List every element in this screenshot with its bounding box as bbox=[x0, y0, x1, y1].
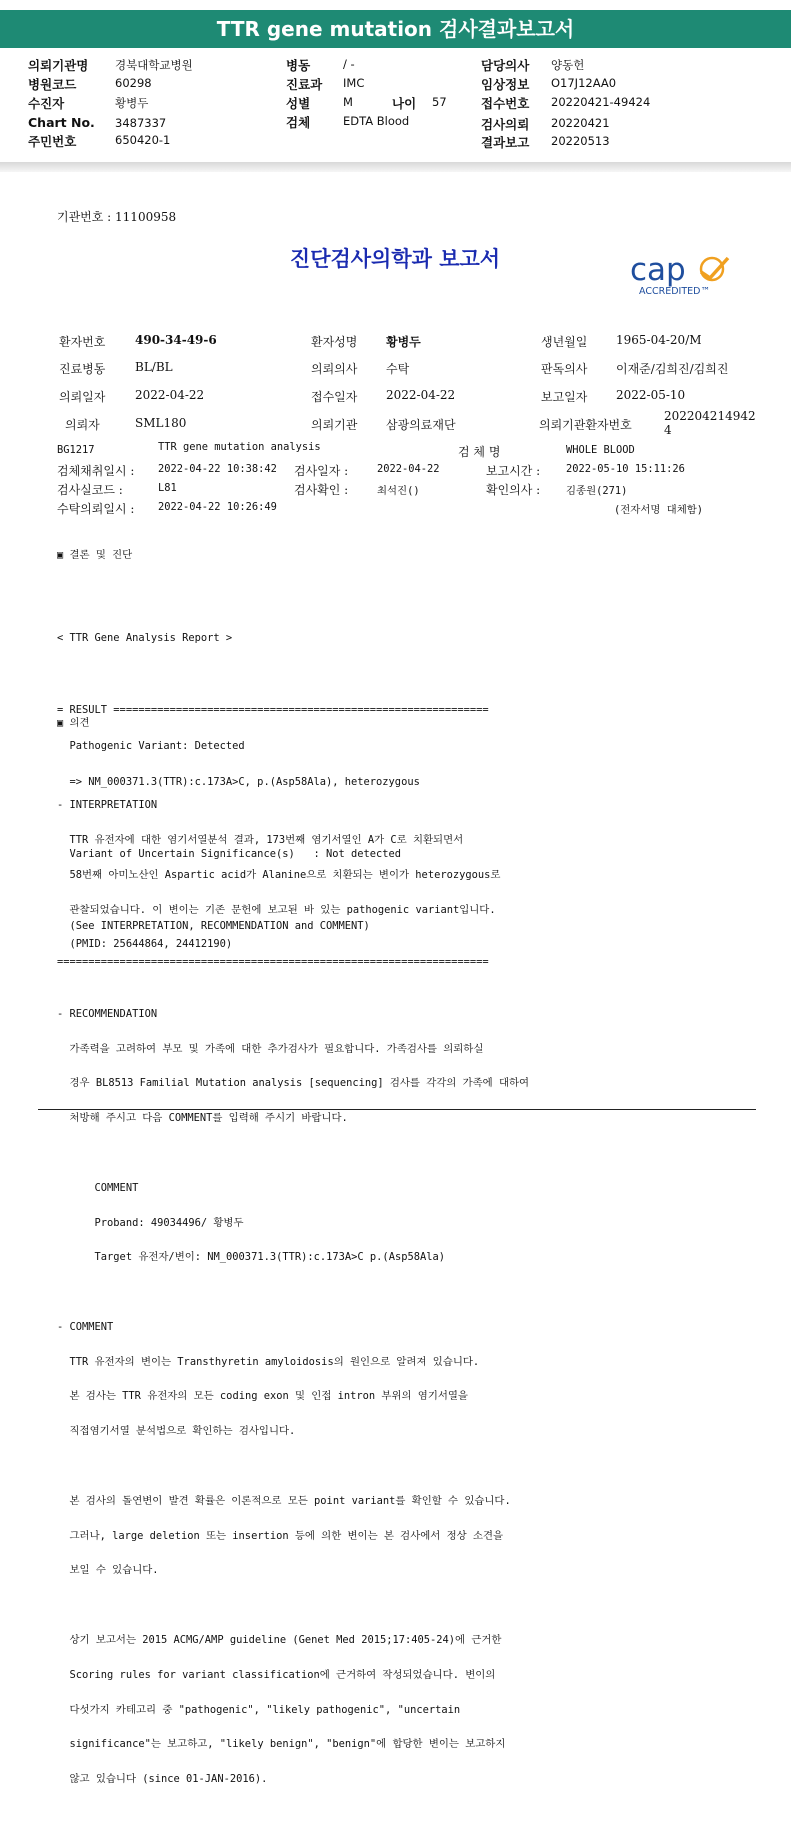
patient-value: 202204214942 bbox=[664, 409, 756, 423]
header-label: 수진자 bbox=[28, 96, 65, 111]
header-label: 의뢰기관명 bbox=[28, 58, 89, 73]
header-value: 60298 bbox=[115, 76, 152, 90]
report-time-value: 2022-05-10 15:11:26 bbox=[566, 463, 685, 475]
patient-value: 이재준/김희진/김희진 bbox=[616, 362, 729, 376]
conclusion-line: ===================================================================== bbox=[57, 956, 489, 968]
patient-value: 2022-05-10 bbox=[616, 388, 686, 402]
header-label: 병동 bbox=[286, 58, 311, 73]
test-date-value: 2022-04-22 bbox=[377, 463, 440, 475]
confirm-doc-label: 확인의사 : bbox=[486, 483, 541, 497]
opinion-line: 그러나, large deletion 또는 insertion 등에 의한 변이는 본 검사에서 정상 소견을 bbox=[57, 1529, 504, 1542]
opinion-line: Proband: 49034496/ 황병두 bbox=[57, 1216, 244, 1229]
opinion-line: significance"는 보고하고, "likely benign", "benign"에 합당한 변이는 보고하지 bbox=[57, 1738, 506, 1751]
opinion-line: TTR 유전자에 대한 염기서열분석 결과, 173번째 염기서열인 A가 C로 치환되면서 bbox=[57, 833, 464, 846]
room-value: L81 bbox=[158, 482, 177, 494]
e-signature-note: (전자서명 대체함) bbox=[614, 504, 704, 516]
department-report-title: 진단검사의학과 보고서 bbox=[289, 246, 501, 271]
header-value: 57 bbox=[432, 95, 447, 109]
patient-value: 수탁 bbox=[386, 362, 410, 376]
patient-label: 의뢰기관환자번호 bbox=[539, 418, 632, 432]
header-label: 접수번호 bbox=[481, 96, 530, 111]
patient-value: 삼광의료재단 bbox=[386, 418, 456, 432]
opinion-line: 58번째 아미노산인 Aspartic acid가 Alanine으로 치환되는 변이가 heterozygous로 bbox=[57, 868, 501, 881]
room-label: 검사실코드 : bbox=[57, 483, 123, 497]
header-label: 임상정보 bbox=[481, 77, 530, 92]
patient-value: 1965-04-20/M bbox=[616, 333, 702, 347]
header-value: M bbox=[343, 95, 353, 109]
patient-value: 4 bbox=[664, 423, 672, 437]
patient-name: 황병두 bbox=[386, 335, 421, 349]
opinion-line: 관찰되었습니다. 이 변이는 기존 문헌에 보고된 바 있는 pathogenic variant입니다. bbox=[57, 903, 496, 916]
confirm-doc-value: 김종원(271) bbox=[566, 485, 628, 497]
conclusion-heading: ▣ 결론 및 진단 bbox=[57, 549, 133, 561]
patient-label: 의뢰일자 bbox=[59, 390, 106, 404]
header-label: 성별 bbox=[286, 96, 311, 111]
conclusion-line: Variant of Uncertain Significance(s) : Not detected bbox=[57, 848, 402, 860]
opinion-line: - INTERPRETATION bbox=[57, 799, 158, 812]
opinion-line: (PMID: 25644864, 24412190) bbox=[57, 938, 233, 951]
opinion-line: 보일 수 있습니다. bbox=[57, 1564, 159, 1577]
opinion-line bbox=[57, 1287, 529, 1299]
header-label: 진료과 bbox=[286, 77, 323, 92]
opinion-line: 본 검사의 돌연변이 발견 확률은 이론적으로 모든 point variant를 확인할 수 있습니다. bbox=[57, 1494, 511, 1507]
collect-value: 2022-04-22 10:38:42 bbox=[158, 463, 277, 475]
patient-label: 환자성명 bbox=[311, 335, 358, 349]
header-label: 나이 bbox=[392, 96, 417, 111]
collect-label: 검체채취일시 : bbox=[57, 464, 135, 478]
patient-label: 접수일자 bbox=[311, 390, 358, 404]
report-time-label: 보고시간 : bbox=[486, 464, 541, 478]
patient-label: 진료병동 bbox=[59, 362, 106, 376]
header-value: O17J12AA0 bbox=[551, 76, 617, 90]
header-value: 양동헌 bbox=[551, 58, 585, 72]
header-label: 담당의사 bbox=[481, 58, 530, 73]
opinion-line bbox=[57, 1461, 529, 1473]
institution-number: 기관번호 : 11100958 bbox=[57, 210, 177, 224]
opinion-line: 상기 보고서는 2015 ACMG/AMP guideline (Genet Med 2015;17:405-24)에 근거한 bbox=[57, 1633, 502, 1646]
header-value: 20220421 bbox=[551, 116, 610, 130]
specimen-label: 검 체 명 bbox=[458, 445, 501, 459]
patient-label: 판독의사 bbox=[541, 362, 588, 376]
specimen-value: WHOLE BLOOD bbox=[566, 444, 635, 456]
patient-label: 생년월일 bbox=[541, 335, 588, 349]
header-value: 황병두 bbox=[115, 96, 149, 110]
opinion-line: 직접염기서열 분석법으로 확인하는 검사입니다. bbox=[57, 1425, 296, 1438]
conclusion-line: < TTR Gene Analysis Report > bbox=[57, 632, 233, 644]
test-name: TTR gene mutation analysis bbox=[158, 441, 321, 453]
opinion-line: 가족력을 고려하여 부모 및 가족에 대한 추가검사가 필요합니다. 가족검사를 의뢰하실 bbox=[57, 1042, 484, 1055]
header-value: 3487337 bbox=[115, 116, 167, 130]
conclusion-line: (See INTERPRETATION, RECOMMENDATION and COMMENT) bbox=[57, 920, 370, 932]
conclusion-line: = RESULT ============================================================ bbox=[57, 704, 489, 716]
opinion-line: - COMMENT bbox=[57, 1320, 114, 1333]
header-value: IMC bbox=[343, 76, 365, 90]
header-label: 결과보고 bbox=[481, 135, 530, 150]
opinion-line: 경우 BL8513 Familial Mutation analysis [sequencing] 검사를 각각의 가족에 대하여 bbox=[57, 1077, 530, 1090]
conclusion-line bbox=[57, 668, 489, 680]
opinion-line bbox=[57, 1148, 529, 1160]
cap-logo-word: cap bbox=[630, 252, 686, 288]
opinion-body bbox=[57, 739, 529, 1828]
confirm-value: 최석진() bbox=[377, 485, 420, 497]
opinion-heading: ▣ 의견 bbox=[57, 717, 90, 729]
header-value: 경북대학교병원 bbox=[115, 58, 193, 72]
patient-label: 의뢰기관 bbox=[311, 418, 358, 432]
patient-value: BL/BL bbox=[135, 360, 173, 374]
report-main-title: TTR gene mutation 검사결과보고서 bbox=[216, 17, 575, 41]
patient-value: SML180 bbox=[135, 416, 187, 430]
report-title-bar bbox=[0, 10, 791, 48]
header-label: 병원코드 bbox=[28, 77, 77, 92]
header-label: 주민번호 bbox=[28, 134, 77, 149]
conclusion-line: => NM_000371.3(TTR):c.173A>C, p.(Asp58Ala), heterozygous bbox=[57, 776, 420, 788]
patient-label: 보고일자 bbox=[541, 390, 588, 404]
header-label: Chart No. bbox=[28, 115, 95, 130]
test-date-label: 검사일자 : bbox=[294, 464, 349, 478]
conclusion-line: Pathogenic Variant: Detected bbox=[57, 740, 245, 752]
opinion-line: 다섯가지 카테고리 중 "pathogenic", "likely pathogenic", "uncertain bbox=[57, 1703, 461, 1716]
opinion-line: COMMENT bbox=[57, 1181, 139, 1194]
cap-logo-icon bbox=[628, 250, 738, 300]
order-label: 수탁의뢰일시 : bbox=[57, 502, 135, 516]
opinion-line: Scoring rules for variant classification에 근거하여 작성되었습니다. 변이의 bbox=[57, 1668, 496, 1681]
footer-divider bbox=[38, 1109, 756, 1110]
patient-value: 2022-04-22 bbox=[386, 388, 456, 402]
opinion-line: - RECOMMENDATION bbox=[57, 1007, 158, 1020]
opinion-line: 본 검사는 TTR 유전자의 모든 coding exon 및 인접 intron 부위의 염기서열을 bbox=[57, 1390, 468, 1403]
header-value: 20220421-49424 bbox=[551, 95, 651, 109]
patient-label: 의뢰자 bbox=[65, 418, 100, 432]
cap-accredited-logo bbox=[628, 250, 738, 300]
header-value: / - bbox=[343, 57, 355, 71]
patient-label: 의뢰의사 bbox=[311, 362, 358, 376]
header-divider bbox=[0, 162, 791, 172]
order-value: 2022-04-22 10:26:49 bbox=[158, 501, 277, 513]
opinion-line: Target 유전자/변이: NM_000371.3(TTR):c.173A>C p.(Asp58Ala) bbox=[57, 1251, 445, 1264]
header-label: 검체 bbox=[286, 115, 311, 130]
patient-number: 490-34-49-6 bbox=[135, 333, 217, 347]
opinion-line: TTR 유전자의 변이는 Transthyretin amyloidosis의 원인으로 알려져 있습니다. bbox=[57, 1355, 480, 1368]
header-value: EDTA Blood bbox=[343, 114, 410, 128]
confirm-label: 검사확인 : bbox=[294, 483, 349, 497]
header-label: 검사의뢰 bbox=[481, 117, 530, 132]
header-value: 650420-1 bbox=[115, 133, 171, 147]
cap-logo-sub: ACCREDITED™ bbox=[639, 286, 710, 297]
opinion-line: 않고 있습니다 (since 01-JAN-2016). bbox=[57, 1773, 268, 1786]
patient-label: 환자번호 bbox=[59, 335, 106, 349]
header-value: 20220513 bbox=[551, 134, 610, 148]
opinion-line bbox=[57, 1600, 529, 1612]
opinion-line bbox=[57, 974, 529, 986]
test-code: BG1217 bbox=[57, 444, 95, 456]
opinion-line: 처방해 주시고 다음 COMMENT를 입력해 주시기 바랍니다. bbox=[57, 1112, 348, 1125]
patient-value: 2022-04-22 bbox=[135, 388, 205, 402]
